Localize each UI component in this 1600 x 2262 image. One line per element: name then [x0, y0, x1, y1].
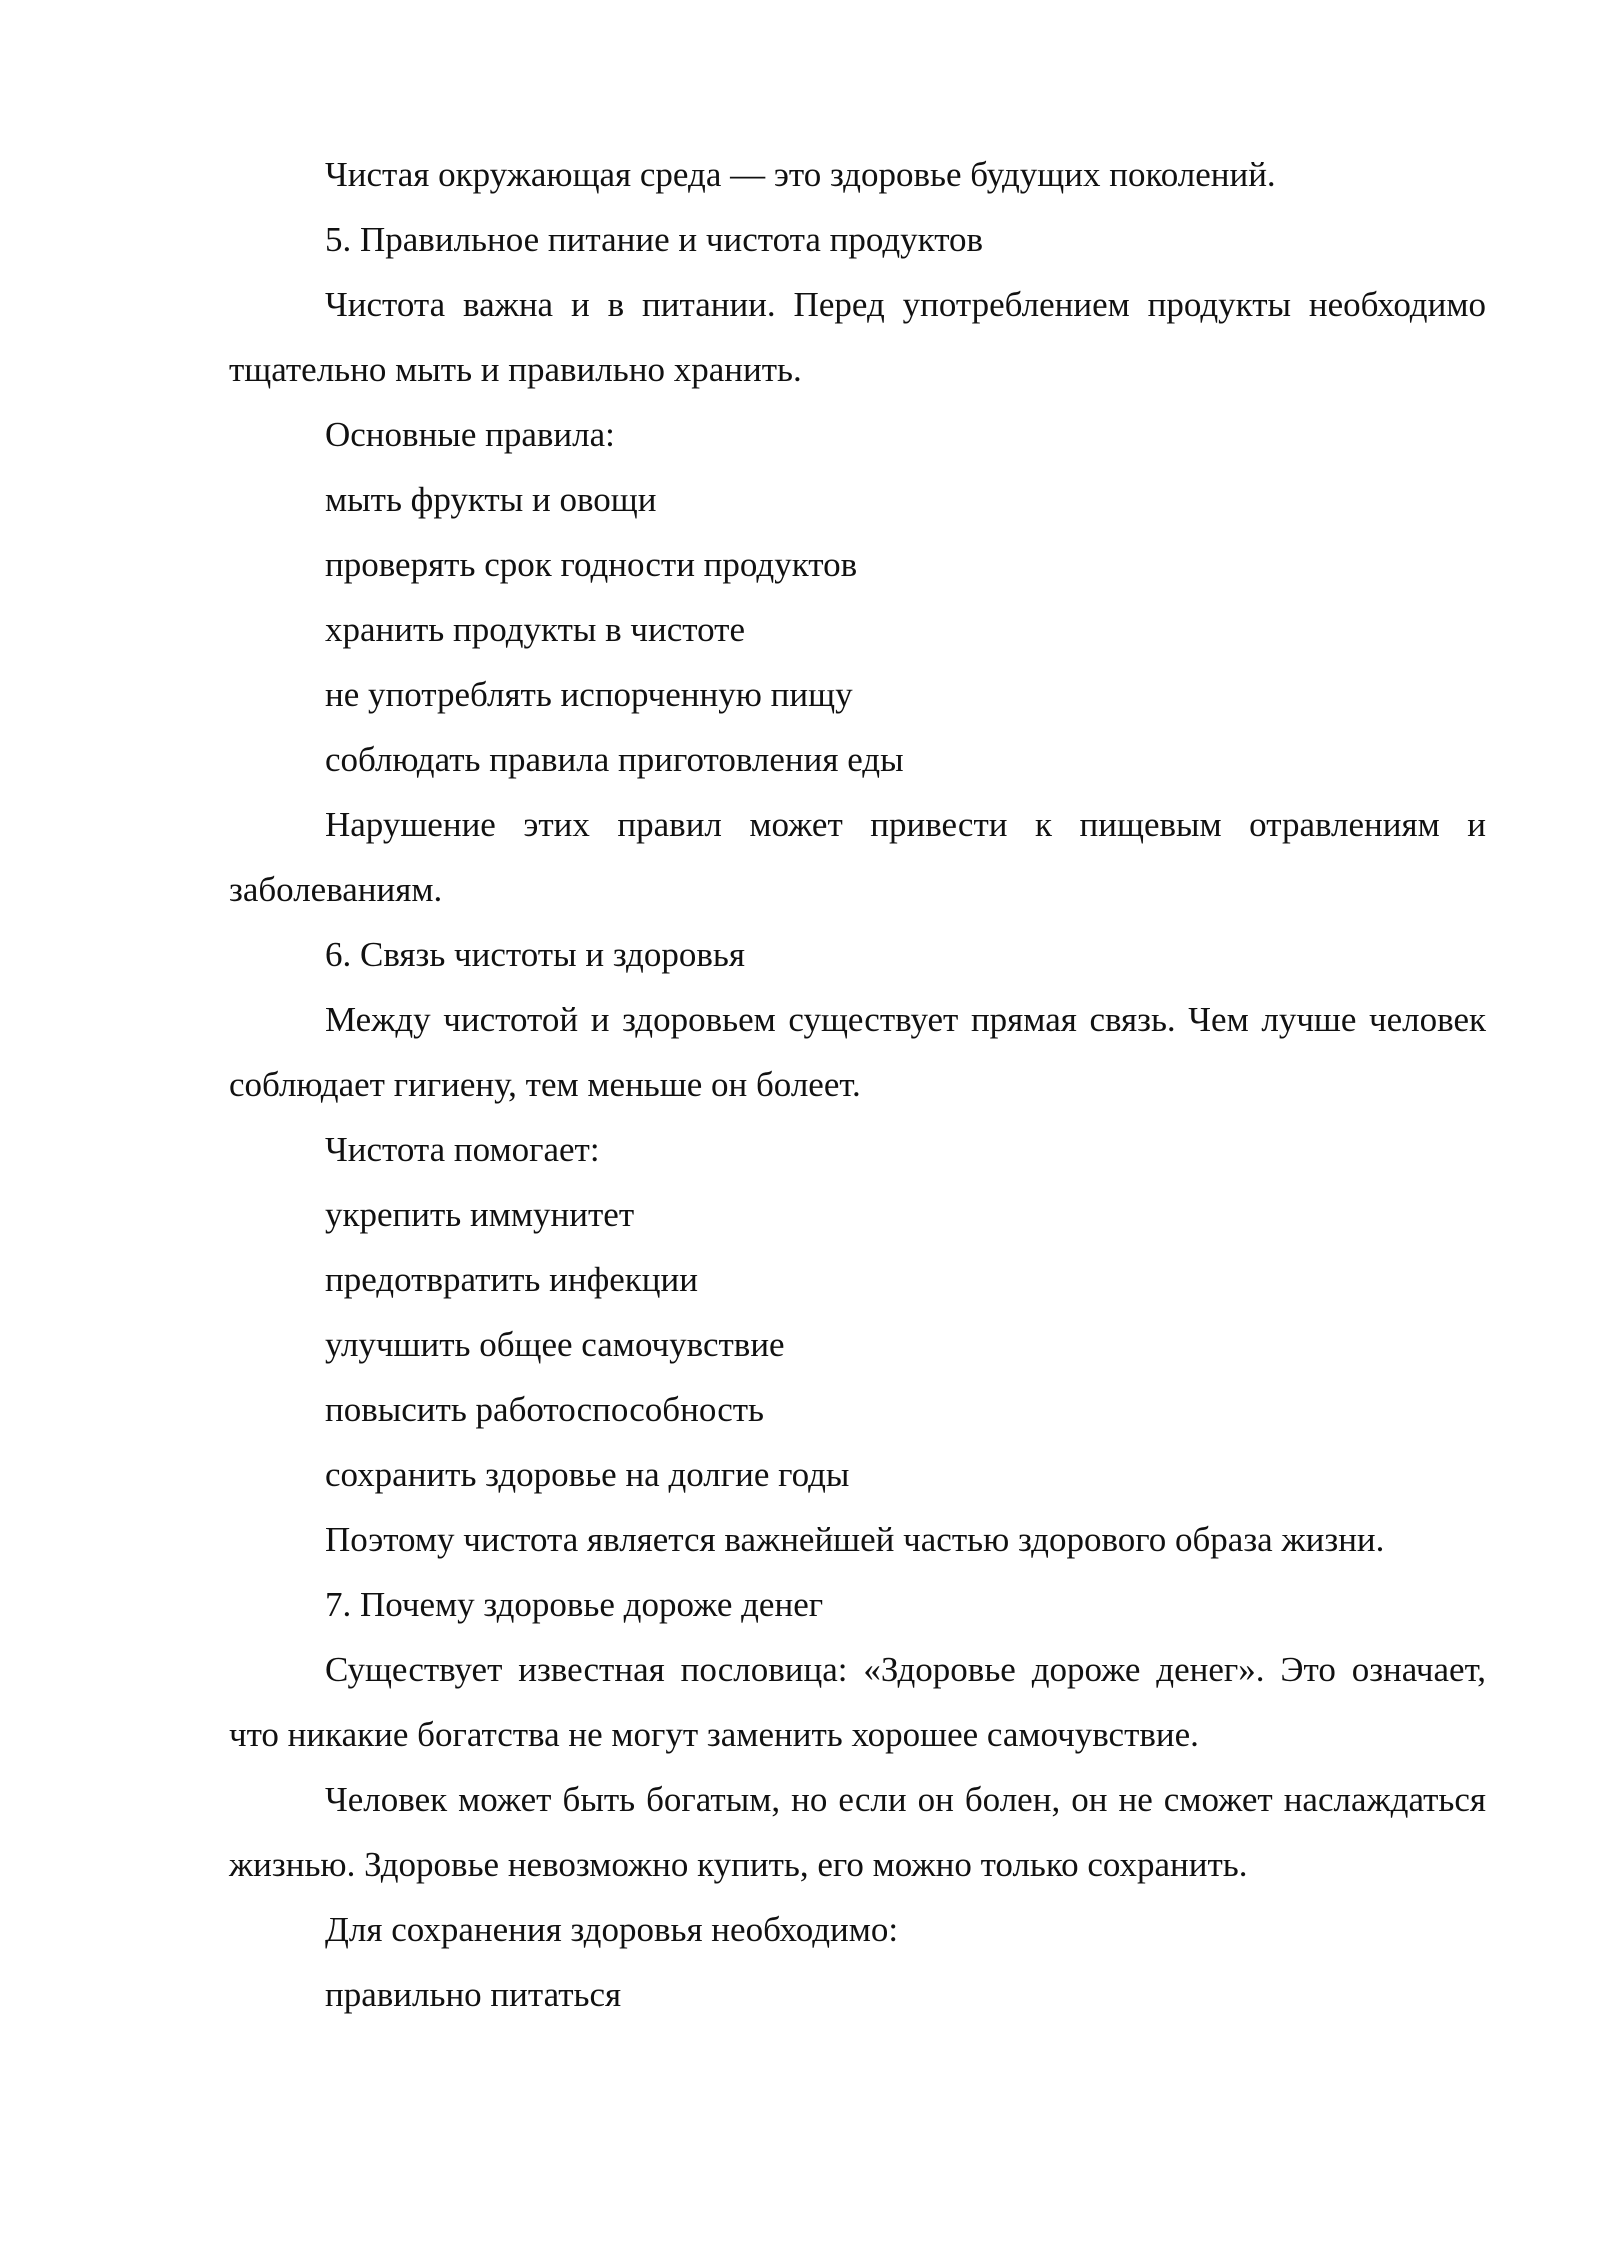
- paragraph: Чистая окружающая среда — это здоровье будущих поколений.: [325, 155, 1276, 194]
- list-item: не употреблять испорченную пищу: [325, 675, 853, 714]
- list-intro: Чистота помогает:: [325, 1130, 600, 1169]
- list-item: мыть фрукты и овощи: [325, 480, 657, 519]
- list-item: предотвратить инфекции: [325, 1260, 699, 1299]
- paragraph: Существует известная пословица: «Здоровье дороже денег». Это означает, что никакие богатства не могут заменить хорошее самочувствие.: [229, 1650, 1486, 1754]
- paragraph: Между чистотой и здоровьем существует прямая связь. Чем лучше человек соблюдает гигиену, тем меньше он болеет.: [229, 1000, 1486, 1104]
- section-heading: 6. Связь чистоты и здоровья: [325, 935, 745, 974]
- section-heading: 7. Почему здоровье дороже денег: [325, 1585, 824, 1624]
- document-body: [229, 142, 1486, 2027]
- list-intro: Для сохранения здоровья необходимо:: [325, 1910, 899, 1949]
- list-item: повысить работоспособность: [325, 1390, 765, 1429]
- list-item: проверять срок годности продуктов: [325, 545, 858, 584]
- list-intro: Основные правила:: [325, 415, 615, 454]
- list-item: укрепить иммунитет: [325, 1195, 635, 1234]
- list-item: сохранить здоровье на долгие годы: [325, 1455, 850, 1494]
- paragraph: Чистота важна и в питании. Перед употреблением продукты необходимо тщательно мыть и правильно хранить.: [229, 285, 1486, 389]
- list-item: правильно питаться: [325, 1975, 622, 2014]
- list-item: улучшить общее самочувствие: [325, 1325, 785, 1364]
- section-heading: 5. Правильное питание и чистота продуктов: [325, 220, 984, 259]
- list-item: соблюдать правила приготовления еды: [325, 740, 904, 779]
- paragraph: Человек может быть богатым, но если он болен, он не сможет наслаждаться жизнью. Здоровье невозможно купить, его можно только сохранить.: [229, 1780, 1486, 1884]
- list-item: хранить продукты в чистоте: [325, 610, 745, 649]
- paragraph: Поэтому чистота является важнейшей частью здорового образа жизни.: [325, 1520, 1385, 1559]
- paragraph: Нарушение этих правил может привести к пищевым отравлениям и заболеваниям.: [229, 805, 1486, 909]
